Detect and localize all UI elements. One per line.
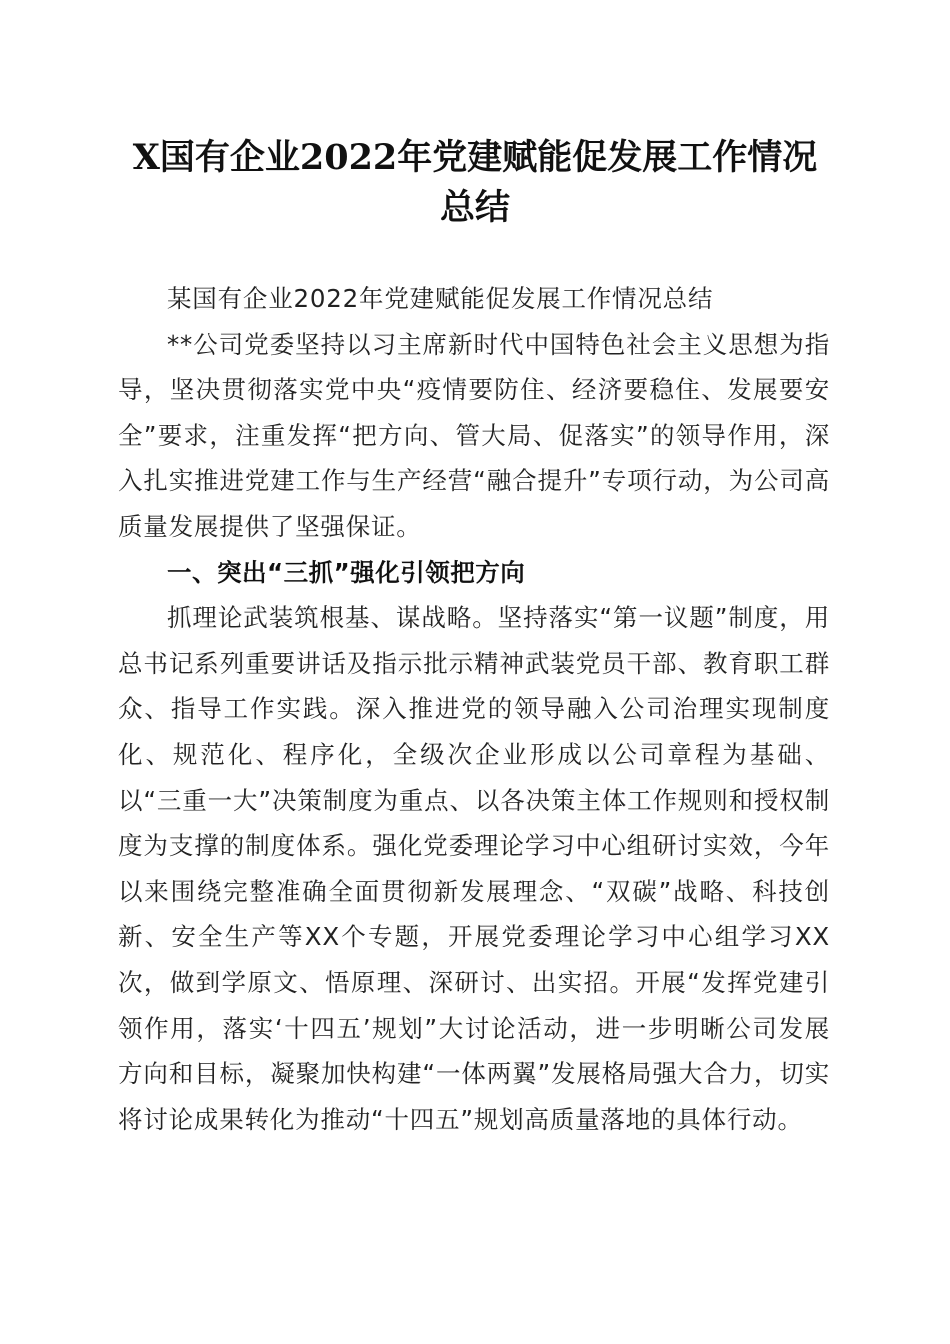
document-body xyxy=(118,276,830,1142)
subtitle-paragraph: 某国有企业2022年党建赋能促发展工作情况总结 xyxy=(167,284,714,313)
title-line-1: X国有企业2022年党建赋能促发展工作情况 xyxy=(132,137,818,178)
body-paragraph: 抓理论武装筑根基、谋战略。坚持落实“第一议题”制度，用总书记系列重要讲话及指示批示精神武装党员干部、教育职工群众、指导工作实践。深入推进党的领导融入公司治理实现制度化、规范化、程序化，全级次企业形成以公司章程为基础、以“三重一大”决策制度为重点、以各决策主体工作规则和授权制度为支撑的制度体系。强化党委理论学习中心组研讨实效，今年以来围绕完整准确全面贯彻新发展理念、“双碳”战略、科技创新、安全生产等XX个专题，开展党委理论学习中心组学习XX次，做到学原文、悟原理、深研讨、出实招。开展“发挥党建引领作用，落实‘十四五’规划”大讨论活动，进一步明晰公司发展方向和目标，凝聚加快构建“一体两翼”发展格局强大合力，切实将讨论成果转化为推动“十四五”规划高质量落地的具体行动。 xyxy=(118,603,830,1134)
document-title xyxy=(80,133,870,233)
title-line-2: 总结 xyxy=(439,187,510,228)
section-heading: 一、突出“三抓”强化引领把方向 xyxy=(167,557,526,587)
intro-paragraph: **公司党委坚持以习主席新时代中国特色社会主义思想为指导，坚决贯彻落实党中央“疫情要防住、经济要稳住、发展要安全”要求，注重发挥“把方向、管大局、促落实”的领导作用，深入扎实推进党建工作与生产经营“融合提升”专项行动，为公司高质量发展提供了坚强保证。 xyxy=(118,329,830,541)
